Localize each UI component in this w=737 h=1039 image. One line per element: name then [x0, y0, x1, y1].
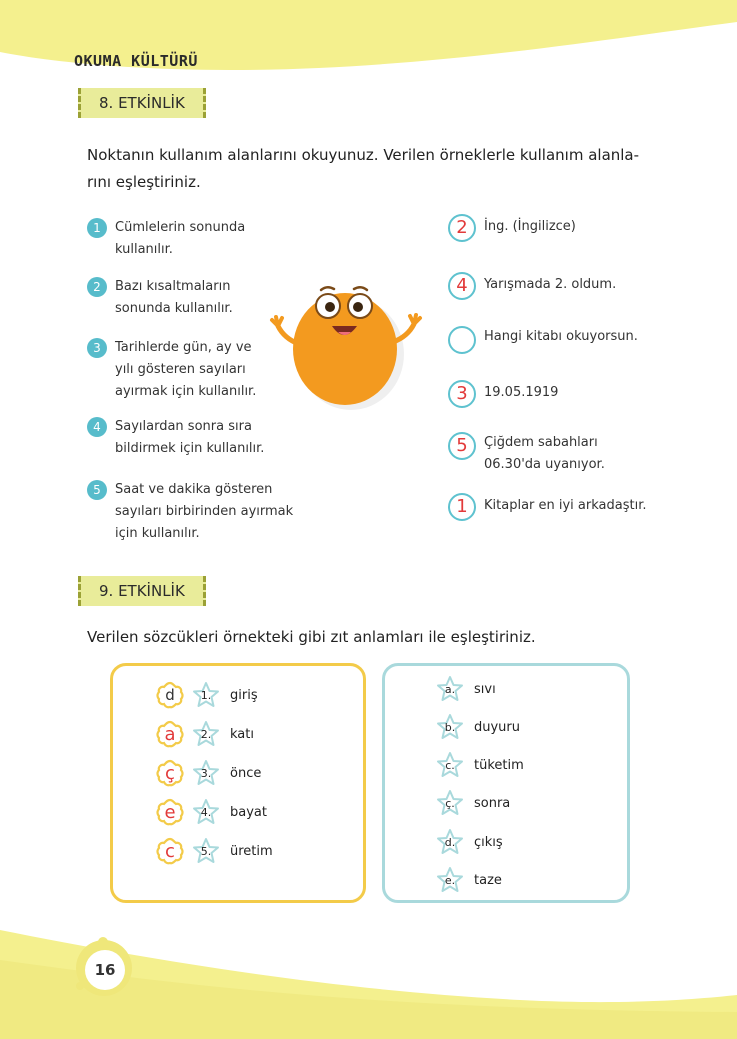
word-text: sonra	[474, 795, 511, 811]
word-text: sıvı	[474, 681, 496, 697]
example-text: Çiğdem sabahları	[484, 435, 598, 450]
example-item-5	[448, 432, 605, 476]
example-item-4	[448, 380, 558, 408]
word-letter: d.	[444, 835, 456, 849]
star-badge-icon	[436, 789, 464, 817]
example-item-1	[448, 214, 576, 242]
activity-8-tag	[78, 88, 206, 118]
example-text: 06.30'da uyanıyor.	[484, 457, 605, 472]
word-text: tüketim	[474, 757, 524, 773]
section-title: OKUMA KÜLTÜRÜ	[74, 52, 198, 70]
example-item-6	[448, 493, 647, 521]
activity-9-instruction: Verilen sözcükleri örnekteki gibi zıt anlamları ile eşleştiriniz.	[87, 628, 536, 646]
use-item-1	[87, 217, 245, 261]
activity-8-instruction	[87, 142, 687, 196]
example-item-3	[448, 326, 638, 354]
use-number: 2	[87, 277, 107, 297]
answer-circle[interactable]: 1	[448, 493, 476, 521]
word-letter: ç.	[445, 796, 455, 810]
use-text: Cümlelerin sonunda	[115, 220, 246, 235]
answer-letter: c	[165, 840, 175, 862]
answer-circle[interactable]: 4	[448, 272, 476, 300]
flower-badge-icon[interactable]	[156, 759, 184, 787]
star-badge-icon	[192, 798, 220, 826]
activity-8-tag-label: 8. ETKİNLİK	[99, 94, 185, 112]
answer-circle[interactable]	[448, 326, 476, 354]
star-badge-icon	[436, 828, 464, 856]
left-word-row-2	[156, 720, 254, 748]
use-text: Bazı kısaltmaların	[115, 279, 231, 294]
word-text: katı	[230, 726, 254, 742]
instruction-line-2: rını eşleştiriniz.	[87, 173, 201, 191]
star-badge-icon	[192, 720, 220, 748]
use-item-2	[87, 276, 233, 320]
flower-badge-icon[interactable]	[156, 720, 184, 748]
right-word-row-d	[436, 828, 503, 856]
answer-circle[interactable]: 2	[448, 214, 476, 242]
use-text: sonunda kullanılır.	[115, 301, 233, 316]
use-text: kullanılır.	[115, 242, 173, 257]
use-number: 3	[87, 338, 107, 358]
use-number: 4	[87, 417, 107, 437]
left-word-row-1	[156, 681, 258, 709]
left-word-row-4	[156, 798, 267, 826]
use-text: Sayılardan sonra sıra	[115, 419, 252, 434]
right-word-box	[382, 663, 630, 903]
use-text: sayıları birbirinden ayırmak	[115, 504, 294, 519]
use-text: bildirmek için kullanılır.	[115, 441, 265, 456]
star-badge-icon	[436, 866, 464, 894]
use-text: ayırmak için kullanılır.	[115, 384, 257, 399]
use-text: Tarihlerde gün, ay ve	[115, 340, 252, 355]
left-word-row-3	[156, 759, 261, 787]
word-text: bayat	[230, 804, 267, 820]
word-number: 4.	[200, 805, 212, 819]
use-number: 5	[87, 480, 107, 500]
answer-letter: a	[164, 723, 176, 745]
word-number: 3.	[200, 766, 212, 780]
star-badge-icon	[436, 675, 464, 703]
star-badge-icon	[192, 759, 220, 787]
instruction-line-1: Noktanın kullanım alanlarını okuyunuz. Verilen örneklerle kullanım alanla-	[87, 146, 640, 164]
example-text: Hangi kitabı okuyorsun.	[484, 329, 638, 344]
example-text: 19.05.1919	[484, 385, 559, 400]
word-text: çıkış	[474, 834, 503, 850]
word-text: giriş	[230, 687, 258, 703]
use-item-3	[87, 337, 256, 403]
example-item-2	[448, 272, 616, 300]
star-badge-icon	[192, 837, 220, 865]
left-word-row-5	[156, 837, 273, 865]
word-number: 2.	[200, 727, 212, 741]
star-badge-icon	[192, 681, 220, 709]
activity-9-tag-label: 9. ETKİNLİK	[99, 582, 185, 600]
word-letter: a.	[444, 682, 456, 696]
activity-9-tag	[78, 576, 206, 606]
use-number: 1	[87, 218, 107, 238]
word-letter: c.	[445, 758, 455, 772]
answer-letter: ç	[165, 762, 175, 784]
example-text: Kitaplar en iyi arkadaştır.	[484, 498, 647, 513]
right-word-row-c	[436, 751, 524, 779]
use-text: Saat ve dakika gösteren	[115, 482, 273, 497]
word-letter: b.	[444, 720, 456, 734]
word-letter: e.	[444, 873, 456, 887]
flower-badge-icon[interactable]	[156, 837, 184, 865]
star-badge-icon	[436, 713, 464, 741]
use-item-5	[87, 479, 293, 545]
word-text: duyuru	[474, 719, 521, 735]
use-item-4	[87, 416, 264, 460]
word-text: önce	[230, 765, 262, 781]
mascot-character-icon	[266, 282, 431, 412]
answer-circle[interactable]: 5	[448, 432, 476, 460]
word-text: taze	[474, 872, 502, 888]
answer-circle[interactable]: 3	[448, 380, 476, 408]
right-word-row-cedilla	[436, 789, 510, 817]
page-number: 16	[85, 950, 125, 990]
right-word-row-e	[436, 866, 502, 894]
flower-badge-icon[interactable]	[156, 681, 184, 709]
star-badge-icon	[436, 751, 464, 779]
use-text: için kullanılır.	[115, 526, 200, 541]
word-number: 1.	[200, 688, 212, 702]
word-number: 5.	[200, 844, 212, 858]
right-word-row-a	[436, 675, 496, 703]
example-text: İng. (İngilizce)	[484, 219, 576, 234]
answer-letter: d	[165, 686, 175, 704]
flower-badge-icon[interactable]	[156, 798, 184, 826]
use-text: yılı gösteren sayıları	[115, 362, 246, 377]
word-text: üretim	[230, 843, 273, 859]
answer-letter: e	[164, 801, 176, 823]
right-word-row-b	[436, 713, 520, 741]
example-text: Yarışmada 2. oldum.	[484, 277, 617, 292]
